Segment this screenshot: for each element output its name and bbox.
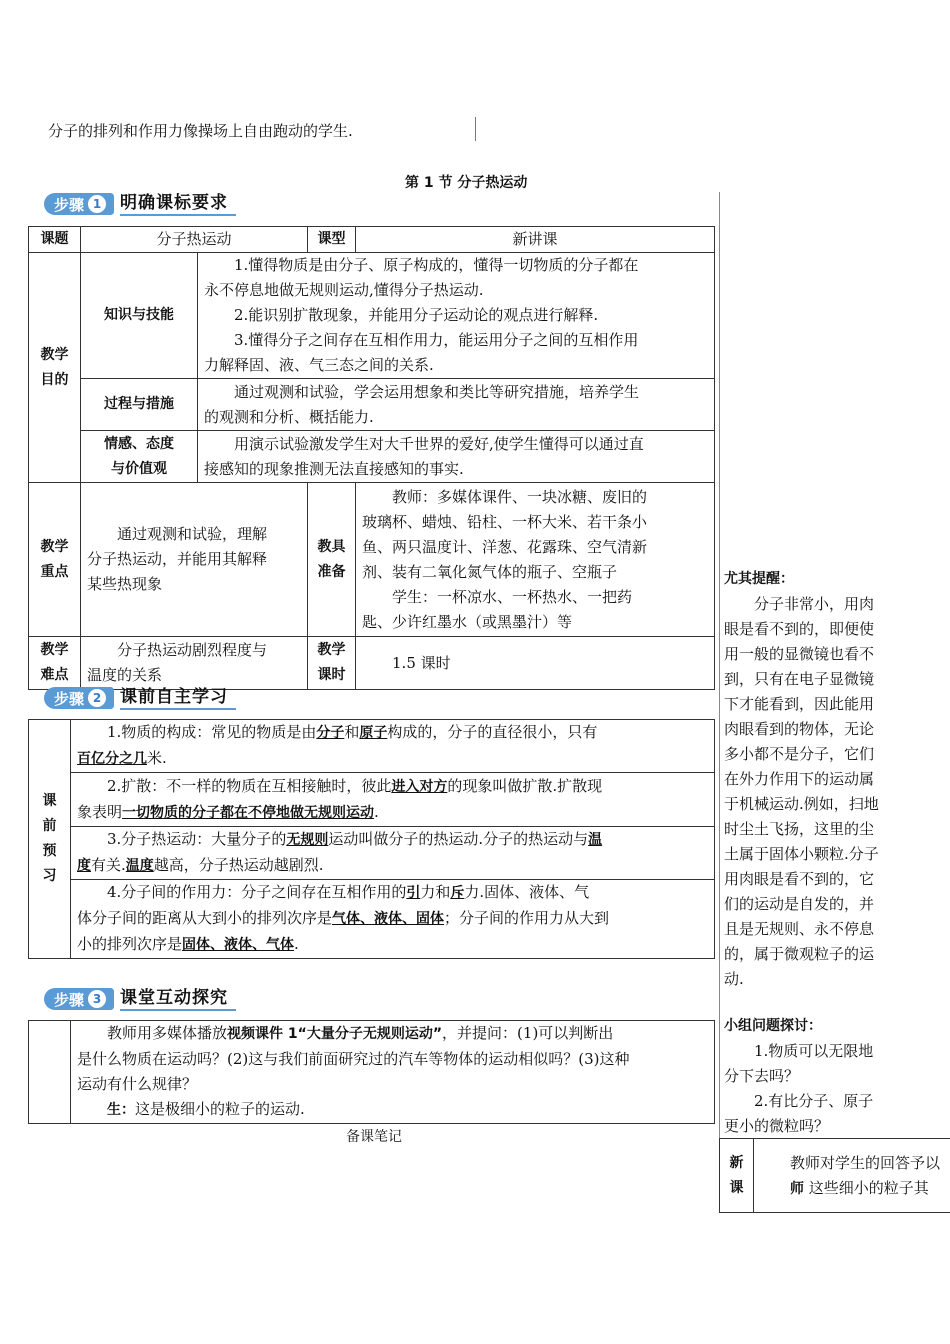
text: 这是极细小的粒子的运动. (135, 1100, 305, 1118)
step-2-header (44, 685, 236, 711)
answer-blank: 引 (406, 885, 421, 901)
knowledge-label: 知识与技能 (81, 253, 198, 379)
emotion-label (81, 431, 198, 483)
answer-blank: 一切物质的分子都在不停地做无规则运动 (122, 804, 375, 821)
step-badge (44, 193, 114, 215)
step-title: 课前自主学习 (120, 686, 236, 710)
text: 力和 (420, 883, 451, 901)
step-badge (44, 687, 114, 709)
step-number: 2 (88, 689, 106, 707)
process-label: 过程与措施 (81, 379, 198, 431)
text-line: 玻璃杯、蜡烛、铅柱、一杯大米、若干条小 (362, 512, 648, 531)
step-word: 步骤 (54, 990, 85, 1009)
answer-blank: 原子 (359, 725, 388, 741)
text: ，并提问：(1)可以判断出 (442, 1024, 614, 1042)
step-title: 明确课标要求 (120, 192, 236, 216)
text: 运动叫做分子的热运动.分子的热运动与 (328, 830, 589, 848)
text: 4.分子间的作用力：分子之间存在互相作用的 (107, 883, 407, 901)
text-line: 且是无规则、永不停息 (724, 920, 875, 938)
label-line: 情感、态度 (104, 435, 174, 452)
text-line: 鱼、两只温度计、洋葱、花露珠、空气清新 (362, 537, 648, 556)
text: 象表明 (77, 802, 123, 821)
step-number: 1 (88, 195, 106, 213)
text: 的现象叫做扩散.扩散现 (447, 776, 603, 795)
type-value: 新讲课 (356, 227, 715, 253)
process-content (198, 379, 715, 431)
step-title: 课堂互动探究 (120, 987, 236, 1011)
teacher-label: 师 (790, 1181, 804, 1197)
label-line: 与价值观 (111, 460, 167, 477)
text-line: 分子热运动，并能用其解释 (87, 550, 268, 568)
text-line: 更小的微粒吗？ (724, 1117, 830, 1135)
empty-cell (29, 1021, 71, 1124)
text-line: 在外力作用下的运动属 (724, 770, 875, 788)
text-line: 1.懂得物质是由分子、原子构成的，懂得一切物质的分子都在 (234, 256, 639, 274)
group-title: 小组问题探讨： (724, 1018, 822, 1034)
text-line: 用一般的显微镜也看不 (724, 645, 875, 663)
question-2 (71, 773, 715, 827)
text-line: 通过观测和试验，学会运用想象和类比等研究措施，培养学生 (234, 382, 640, 401)
key-content (81, 483, 308, 637)
interaction-table (28, 1020, 715, 1124)
hours-header: 教学 课时 (308, 637, 356, 690)
text-line: 动. (724, 970, 744, 988)
tools-content (356, 483, 715, 637)
text-line: 永不停息地做无规则运动,懂得分子热运动. (204, 281, 484, 299)
text-line: 教师：多媒体课件、一块冰糖、废旧的 (392, 487, 648, 506)
text-line: 某些热现象 (87, 575, 163, 593)
question-4 (71, 880, 715, 959)
text: 2.扩散：不一样的物质在互相接触时，彼此 (107, 776, 392, 795)
text-line: 用肉眼是看不到的，它 (724, 870, 875, 888)
text-line: 时尘土飞扬，这里的尘 (724, 820, 875, 838)
answer-blank: 百亿分之几 (77, 751, 147, 767)
text-line: 温度的关系 (87, 666, 163, 684)
group-discussion-panel (724, 1014, 914, 1139)
tools-header: 教具 准备 (308, 483, 356, 637)
text-line: 下才能看到，因此能用 (724, 695, 875, 713)
text-line: 1.物质可以无限地 (754, 1042, 874, 1060)
reminder-panel (724, 567, 914, 992)
step-word: 步骤 (54, 195, 85, 214)
text-line: 是什么物质在运动吗？(2)这与我们前面研究过的汽车等物体的运动相似吗？(3)这种 (77, 1050, 630, 1068)
hours-value: 1.5 课时 (356, 637, 715, 690)
text: 教师用多媒体播放 (107, 1024, 228, 1042)
text-line: 2.能识别扩散现象，并能用分子运动论的观点进行解释. (234, 306, 599, 324)
key-header: 教学 重点 (29, 483, 81, 637)
lesson-plan-table (28, 226, 715, 690)
page-title: 第 1 节 分子热运动 (405, 175, 528, 191)
text: 构成的，分子的直径很小，只有 (387, 723, 598, 741)
text-line: 分子热运动剧烈程度与 (117, 641, 268, 659)
emotion-content (198, 431, 715, 483)
text: 1.物质的构成：常见的物质是由 (107, 723, 317, 741)
text-line: 用演示试验激发学生对大千世界的爱好,使学生懂得可以通过直 (234, 434, 644, 453)
text: . (294, 935, 299, 953)
step-1-header (44, 191, 236, 217)
text-line: 们的运动是自发的，并 (724, 895, 875, 913)
text-line: 肉眼看到的物体，无论 (724, 720, 875, 738)
text-line: 分子非常小，用肉 (754, 595, 875, 613)
interaction-content (71, 1021, 715, 1124)
text-line: 运动有什么规律？ (77, 1075, 198, 1093)
text: 这些细小的粒子其 (808, 1179, 929, 1197)
topic-value: 分子热运动 (81, 227, 308, 253)
text: 有关. (91, 856, 126, 874)
text-line: 力解释固、液、气三态之间的关系. (204, 356, 434, 374)
reminder-title: 尤其提醒： (724, 571, 794, 587)
text-line: 教师对学生的回答予以 (790, 1154, 941, 1172)
difficulty-header: 教学 难点 (29, 637, 81, 690)
topic-header: 课题 (29, 227, 81, 253)
text-line: 分下去吗？ (724, 1067, 800, 1085)
step-number: 3 (88, 990, 106, 1008)
text: 3.分子热运动：大量分子的 (107, 830, 287, 848)
text-line: 于机械运动.例如，扫地 (724, 795, 879, 813)
text-line: 多小都不是分子，它们 (724, 745, 875, 763)
answer-blank: 分子 (316, 725, 345, 741)
intro-line: 分子的排列和作用力像操场上自由跑动的学生. (48, 122, 353, 140)
difficulty-content (81, 637, 308, 690)
text-line: 3.懂得分子之间存在互相作用力，能运用分子之间的互相作用 (234, 331, 639, 349)
text-line: 接感知的现象推测无法直接感知的事实. (204, 459, 464, 478)
text: 米. (147, 749, 167, 767)
step-word: 步骤 (54, 689, 85, 708)
answer-blank: 斥 (450, 885, 465, 901)
text: 小的排列次序是 (77, 935, 183, 953)
knowledge-content (198, 253, 715, 379)
video-reference: 视频课件 1“大量分子无规则运动” (227, 1026, 443, 1042)
answer-blank: 温 (588, 832, 603, 848)
text-line: 学生：一杯凉水、一杯热水、一把药 (392, 587, 633, 606)
text: 体分子间的距离从大到小的排列次序是 (77, 909, 333, 927)
preview-table (28, 719, 715, 959)
text: 越高，分子热运动越剧烈. (153, 856, 324, 874)
text-line: 剂、装有二氧化氮气体的瓶子、空瓶子 (362, 562, 618, 581)
answer-blank: 气体、液体、固体 (332, 911, 445, 927)
new-lesson-content (754, 1139, 950, 1213)
type-header: 课型 (308, 227, 356, 253)
text-line: 匙、少许红墨水（或黑墨汁）等 (362, 612, 573, 631)
column-divider (719, 192, 720, 1212)
answer-blank: 进入对方 (391, 778, 448, 795)
text: 力.固体、液体、气 (464, 883, 590, 901)
text-line: 眼是看不到的，即便使 (724, 620, 875, 638)
text: ；分子间的作用力从大到 (444, 909, 610, 927)
text-line: 到，只有在电子显微镜 (724, 670, 875, 688)
text: 和 (344, 723, 360, 741)
answer-blank: 度 (77, 858, 91, 874)
answer-blank: 固体、液体、气体 (182, 937, 295, 953)
text: . (374, 802, 379, 821)
question-1 (71, 720, 715, 773)
text-line: 的，属于微观粒子的运 (724, 945, 875, 963)
text-line: 2.有比分子、原子 (754, 1092, 874, 1110)
question-3 (71, 827, 715, 880)
step-3-header (44, 986, 236, 1012)
text-line: 土属于固体小颗粒.分子 (724, 845, 879, 863)
answer-blank: 温度 (125, 858, 154, 874)
text-line: 通过观测和试验，理解 (117, 525, 268, 543)
text-line: 的观测和分析、概括能力. (204, 407, 374, 426)
answer-blank: 无规则 (286, 832, 329, 848)
notes-footer: 备课笔记 (346, 1129, 402, 1145)
student-label: 生： (107, 1102, 135, 1118)
goal-header: 教学目的 (29, 253, 81, 483)
preview-label: 课 前 预 习 (29, 720, 71, 959)
new-lesson-label: 新 课 (720, 1139, 754, 1213)
new-lesson-box (719, 1138, 950, 1213)
divider (475, 117, 476, 141)
step-badge (44, 988, 114, 1010)
